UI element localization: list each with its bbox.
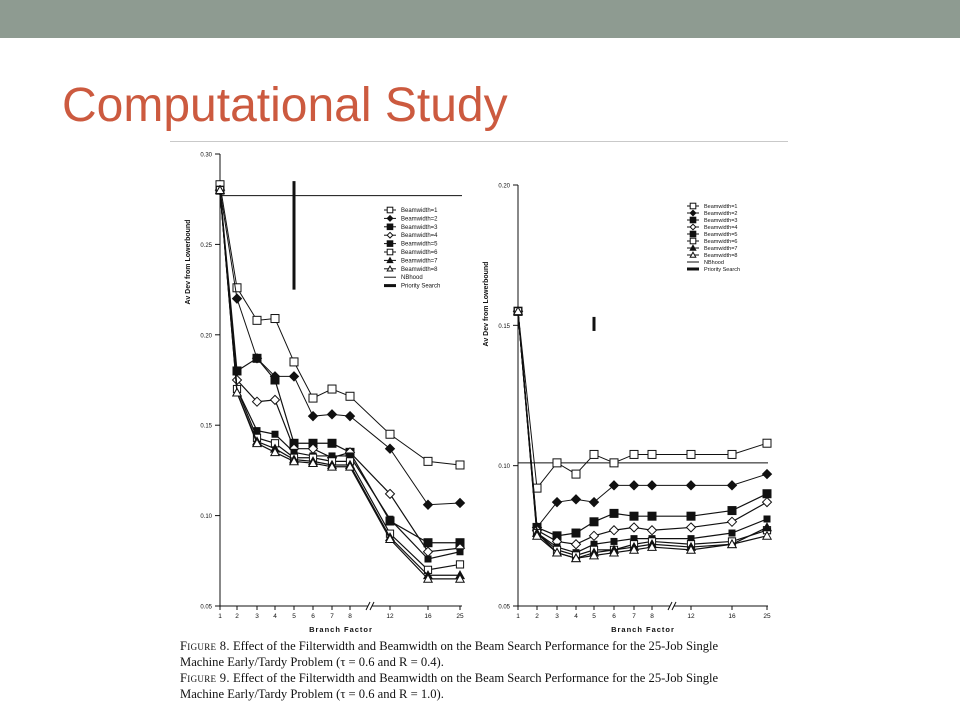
legend-marker (690, 245, 696, 250)
data-point (272, 431, 278, 437)
x-tick-label: 4 (574, 613, 578, 620)
data-point (610, 509, 618, 517)
data-point (729, 530, 735, 536)
legend-marker (387, 241, 393, 247)
data-point (424, 500, 433, 509)
x-tick-label: 12 (386, 613, 394, 620)
legend-marker (690, 231, 696, 237)
x-tick-label: 25 (763, 613, 771, 620)
data-point (610, 459, 618, 467)
x-tick-label: 7 (330, 613, 334, 620)
data-point (271, 315, 279, 323)
data-point (271, 395, 280, 404)
data-point (457, 549, 463, 555)
legend-marker (690, 238, 696, 244)
data-point (572, 540, 581, 549)
caption-figure-8 (180, 638, 780, 670)
data-point (456, 461, 464, 469)
data-point (590, 450, 598, 458)
x-tick-label: 7 (632, 613, 636, 620)
x-tick-label: 1 (218, 613, 222, 620)
x-tick-label: 6 (612, 613, 616, 620)
data-point (763, 439, 771, 447)
x-tick-label: 16 (728, 613, 736, 620)
data-point (425, 556, 431, 562)
data-point (328, 410, 337, 419)
y-axis-label: Av Dev from Lowerbound (483, 261, 490, 347)
data-point (386, 430, 394, 438)
x-tick-label: 2 (535, 613, 539, 620)
data-point (253, 354, 261, 362)
legend-marker (387, 216, 393, 222)
x-tick-label: 5 (292, 613, 296, 620)
legend-marker (387, 258, 393, 263)
data-point (648, 450, 656, 458)
caption-text-2: Machine Early/Tardy Problem (τ = 0.6 and R = 0.4). (180, 655, 444, 669)
data-point (233, 294, 242, 303)
legend-label: Priority Search (401, 283, 441, 290)
x-tick-label: 8 (650, 613, 654, 620)
legend-label: Beamwidth=7 (401, 258, 438, 265)
data-point (763, 498, 772, 507)
legend-label: NBhood (401, 275, 423, 282)
x-tick-label: 6 (311, 613, 315, 620)
legend-label: Beamwidth=7 (704, 246, 738, 252)
data-point (553, 498, 562, 507)
x-tick-label: 8 (348, 613, 352, 620)
data-point (253, 316, 261, 324)
y-tick-label: 0.10 (498, 464, 510, 471)
caption-text: Effect of the Filterwidth and Beamwidth on the Beam Search Performance for the 25-Job Single (232, 671, 719, 685)
series-line (220, 190, 460, 579)
data-point (346, 392, 354, 400)
caption-figure-9 (180, 670, 780, 702)
data-point (328, 439, 336, 447)
data-point (763, 470, 772, 479)
legend-marker (387, 249, 393, 255)
x-tick-label: 12 (687, 613, 695, 620)
chart-figure-9 (483, 184, 772, 635)
data-point (611, 538, 617, 544)
data-point (764, 516, 770, 522)
data-point (610, 526, 619, 535)
legend-marker (387, 232, 393, 238)
y-tick-label: 0.15 (200, 423, 212, 430)
legend-marker (690, 203, 696, 209)
caption-label: Figure 8. (180, 639, 230, 653)
slide-title: Computational Study (62, 79, 508, 132)
data-point (424, 457, 432, 465)
data-point (290, 358, 298, 366)
legend-label: Beamwidth=6 (401, 250, 438, 256)
series-line (518, 311, 767, 527)
y-tick-label: 0.30 (200, 152, 212, 159)
legend-label: Beamwidth=3 (401, 224, 438, 231)
data-point (572, 470, 580, 478)
legend-label: Beamwidth=4 (704, 225, 738, 231)
data-point (590, 531, 599, 540)
data-point (630, 523, 639, 532)
data-point (687, 481, 696, 490)
y-tick-label: 0.05 (498, 604, 510, 611)
y-tick-label: 0.05 (200, 604, 212, 611)
legend-marker (387, 224, 393, 230)
series-line (220, 190, 460, 575)
data-point (309, 412, 318, 421)
legend-marker (690, 252, 696, 257)
data-point (648, 481, 657, 490)
data-point (572, 529, 580, 537)
data-point (553, 459, 561, 467)
data-point (630, 450, 638, 458)
legend-label: Beamwidth=8 (401, 266, 438, 273)
x-tick-label: 1 (516, 613, 520, 620)
data-point (456, 498, 465, 507)
legend-label: Beamwidth=3 (704, 218, 738, 224)
legend-marker (387, 266, 393, 271)
data-point (387, 516, 393, 522)
legend-marker (690, 217, 696, 223)
x-tick-label: 5 (592, 613, 596, 620)
chart-figure-8 (185, 153, 465, 635)
data-point (728, 450, 736, 458)
series-line (518, 311, 767, 555)
data-point (648, 512, 656, 520)
x-axis-label: Branch Factor (309, 625, 373, 634)
legend-label: Beamwidth=2 (401, 216, 438, 223)
top-accent-bar (0, 0, 960, 38)
legend-label: Beamwidth=6 (704, 239, 738, 245)
data-point (456, 561, 463, 568)
y-tick-label: 0.10 (200, 514, 212, 521)
data-point (630, 481, 639, 490)
legend-label: Priority Search (704, 267, 741, 273)
data-point (424, 539, 432, 547)
data-point (728, 507, 736, 515)
data-point (648, 526, 657, 535)
data-point (271, 376, 279, 384)
figure-charts (170, 142, 788, 636)
caption-text-2: Machine Early/Tardy Problem (τ = 0.6 and R = 1.0). (180, 687, 444, 701)
y-axis-label: Av Dev from Lowerbound (185, 219, 192, 305)
data-point (290, 372, 299, 381)
x-axis-label: Branch Factor (611, 625, 675, 634)
data-point (590, 518, 598, 526)
data-point (687, 523, 696, 532)
data-point (728, 481, 737, 490)
legend-label: Beamwidth=2 (704, 211, 738, 217)
x-tick-label: 25 (456, 613, 464, 620)
legend-label: Beamwidth=5 (704, 232, 738, 238)
y-tick-label: 0.25 (200, 242, 212, 249)
legend-label: Beamwidth=5 (401, 241, 438, 248)
legend-marker (387, 207, 393, 213)
legend-marker (690, 224, 696, 230)
x-tick-label: 2 (235, 613, 239, 620)
x-tick-label: 3 (555, 613, 559, 620)
data-point (687, 512, 695, 520)
x-tick-label: 3 (255, 613, 259, 620)
y-tick-label: 0.15 (498, 323, 510, 330)
data-point (233, 284, 241, 292)
data-point (572, 495, 581, 504)
data-point (687, 450, 695, 458)
y-tick-label: 0.20 (498, 183, 510, 190)
legend-label: NBhood (704, 260, 724, 266)
caption-label: Figure 9. (180, 671, 230, 685)
legend-label: Beamwidth=1 (704, 204, 738, 210)
figure-captions (180, 638, 780, 702)
data-point (328, 385, 336, 393)
legend-label: Beamwidth=1 (401, 208, 438, 214)
legend-label: Beamwidth=4 (401, 233, 438, 240)
data-point (728, 517, 737, 526)
y-tick-label: 0.20 (200, 333, 212, 340)
x-tick-label: 16 (424, 613, 432, 620)
legend-marker (690, 210, 696, 216)
legend-label: Beamwidth=8 (704, 253, 738, 259)
data-point (763, 490, 771, 498)
data-point (630, 512, 638, 520)
x-tick-label: 4 (273, 613, 277, 620)
caption-text: Effect of the Filterwidth and Beamwidth on the Beam Search Performance for the 25-Job Single (232, 639, 719, 653)
data-point (309, 394, 317, 402)
